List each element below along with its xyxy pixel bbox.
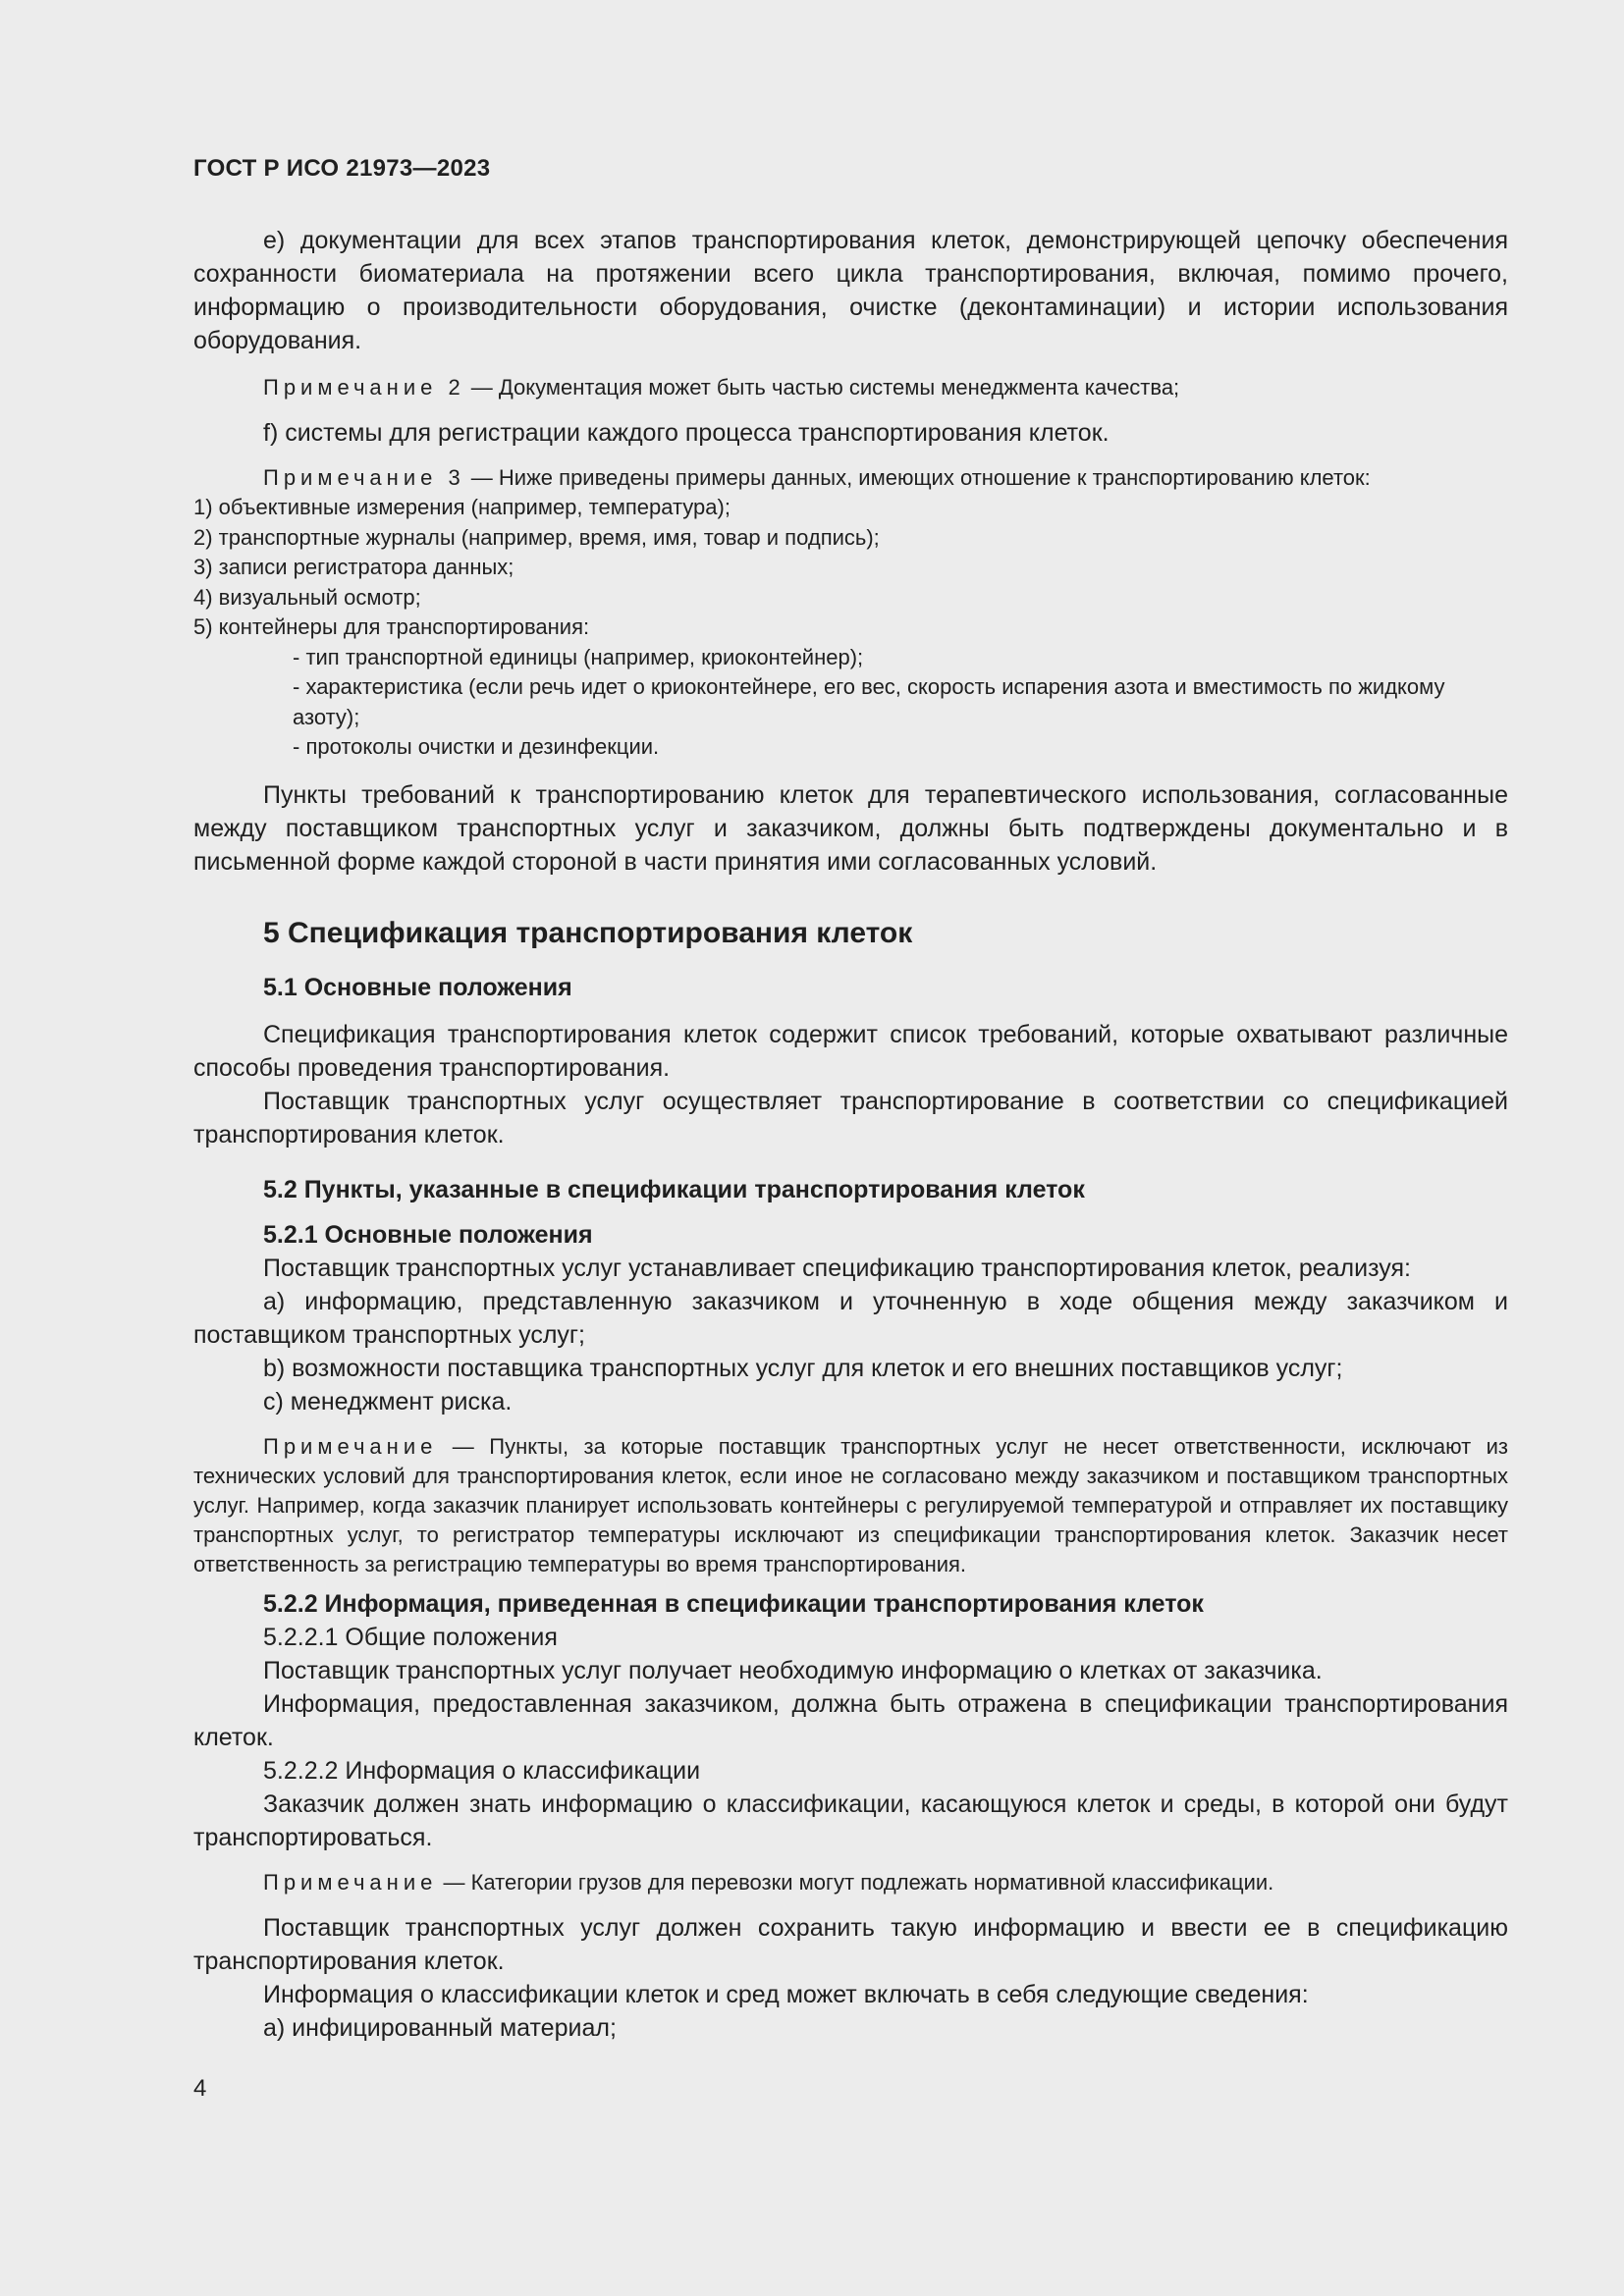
paragraph-item-e: e) документации для всех этапов транспортирования клеток, демонстрирующей цепочку обеспечения сохранности биоматериала на протяжении всего цикла транспортирования, включая, помимо прочего, информацию о производительности оборудования, очистке (деконтаминации) и истории использования оборудования. [193,227,1508,354]
paragraph: b) возможности поставщика транспортных услуг для клеток и его внешних поставщиков услуг; [263,1354,1343,1382]
list-item: 2) транспортные журналы (например, время, имя, товар и подпись); [193,524,880,550]
paragraph: Информация, предоставленная заказчиком, должна быть отражена в спецификации транспортирования клеток. [193,1689,1508,1751]
paragraph-item-f: f) системы для регистрации каждого процесса транспортирования клеток. [263,419,1110,447]
note-2 [193,373,1508,402]
paragraph: a) информацию, представленную заказчиком и уточненную в ходе общения между заказчиком и поставщиком транспортных услуг; [193,1287,1508,1349]
subsection-heading-5-2-1: 5.2.1 Основные положения [263,1220,593,1249]
paragraph: Поставщик транспортных услуг должен сохранить такую информацию и ввести ее в спецификацию транспортирования клеток. [193,1913,1508,1975]
page-number: 4 [193,2075,207,2102]
note-3 [193,463,1508,493]
note-label: Примечание [263,1433,438,1459]
page-content [193,224,1508,2045]
note [193,1868,1508,1897]
note-label: Примечание 2 [263,375,465,400]
subsection-heading-5-2-2-1: 5.2.2.1 Общие положения [263,1623,558,1651]
note-text: — Ниже приведены примеры данных, имеющих отношение к транспортированию клеток: [464,465,1371,490]
paragraph: Спецификация транспортирования клеток содержит список требований, которые охватывают различные способы проведения транспортирования. [193,1020,1508,1082]
paragraph: c) менеджмент риска. [263,1387,513,1415]
dash-item: - протоколы очистки и дезинфекции. [293,734,660,759]
paragraph: Заказчик должен знать информацию о классификации, касающуюся клеток и среды, в которой они будут транспортироваться. [193,1789,1508,1851]
dash-item: - характеристика (если речь идет о криоконтейнере, его вес, скорость испарения азота и вместимость по жидкому азоту); [293,674,1445,729]
subsection-heading-5-1: 5.1 Основные положения [263,973,572,1001]
note [193,1432,1508,1579]
subsection-heading-5-2: 5.2 Пункты, указанные в спецификации транспортирования клеток [263,1175,1085,1203]
note-label: Примечание [263,1869,438,1895]
subsection-heading-5-2-2: 5.2.2 Информация, приведенная в спецификации транспортирования клеток [263,1589,1204,1618]
paragraph: Поставщик транспортных услуг получает необходимую информацию о клетках от заказчика. [263,1656,1323,1684]
note-text: — Категории грузов для перевозки могут подлежать нормативной классификации. [437,1869,1274,1895]
note-text: — Пункты, за которые поставщик транспортных услуг не несет ответственности, исключают из технических условий для транспортирования клеток, если иное не согласовано между заказчиком и поставщиком транспортных услуг. Например, когда заказчик планирует использовать контейнеры с регулируемой температурой и отправляет их поставщику транспортных услуг, то регистратор температуры исключают из спецификации транспортирования клеток. Заказчик несет ответственность за регистрацию температуры во время транспортирования. [193,1433,1508,1576]
paragraph: Поставщик транспортных услуг устанавливает спецификацию транспортирования клеток, реализуя: [263,1254,1411,1282]
section-heading-5: 5 Спецификация транспортирования клеток [263,916,913,949]
note-text: — Документация может быть частью системы менеджмента качества; [464,375,1180,400]
list-item: 5) контейнеры для транспортирования: [193,614,590,639]
paragraph: Информация о классификации клеток и сред может включать в себя следующие сведения: [263,1980,1309,2008]
document-header: ГОСТ Р ИСО 21973—2023 [193,155,491,182]
paragraph: a) инфицированный материал; [263,2013,617,2042]
subsection-heading-5-2-2-2: 5.2.2.2 Информация о классификации [263,1756,701,1785]
paragraph-agreed: Пункты требований к транспортированию клеток для терапевтического использования, согласованные между поставщиком транспортных услуг и заказчиком, должны быть подтверждены документально и в письменной форме каждой стороной в части принятия ими согласованных условий. [193,780,1508,876]
list-item: 1) объективные измерения (например, температура); [193,495,731,519]
list-item: 4) визуальный осмотр; [193,584,421,610]
list-item: 3) записи регистратора данных; [193,555,514,579]
note-label: Примечание 3 [263,465,465,490]
dash-item: - тип транспортной единицы (например, криоконтейнер); [293,644,864,669]
paragraph: Поставщик транспортных услуг осуществляет транспортирование в соответствии со спецификацией транспортирования клеток. [193,1087,1508,1148]
